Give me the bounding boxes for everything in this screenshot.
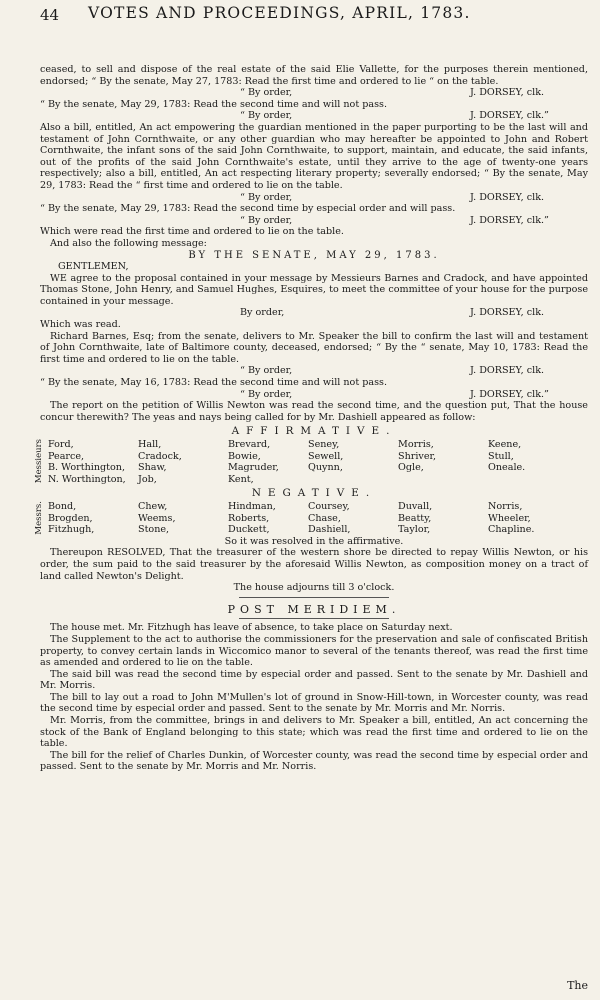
vote-name xyxy=(488,474,578,486)
vote-name: Shaw, xyxy=(138,462,167,474)
page-title: VOTES AND PROCEEDINGS, APRIL, 1783. xyxy=(88,4,471,22)
vote-name: Shriver, xyxy=(398,450,437,462)
vote-name: Quynn, xyxy=(308,462,343,474)
paragraph: And also the following message: xyxy=(50,237,207,249)
vote-name: Bond, xyxy=(48,500,77,512)
vote-name: Seney, xyxy=(308,439,340,450)
vote-name: Oneale. xyxy=(488,462,526,474)
signature-line: “ By order, J. DORSEY, clk. xyxy=(240,365,545,377)
vote-name: Brevard, xyxy=(228,439,271,450)
paragraph: The bill to lay out a road to John M'Mullen's lot of ground in Snow-Hill-town, in Worcester county, was read the second time by especial order and passed. Sent to the senate by Mr. Morris and Mr. Norris. xyxy=(40,691,588,715)
paragraph: “ By the senate, May 29, 1783: Read the second time by especial order and will pass. xyxy=(40,203,456,215)
signature-line: “ By order, J. DORSEY, clk.” xyxy=(240,214,549,226)
paragraph: The bill for the relief of Charles Dunkin, of Worcester county, was read the second time by especial order and passed. Sent to the senate by Mr. Morris and Mr. Norris. xyxy=(40,749,588,773)
vote-name: Chew, xyxy=(138,500,168,512)
paragraph: The report on the petition of Willis Newton was read the second time, and the question put, That the house concur therewith? The yeas and nays being called for by Mr. Dashiell appeared as follow: xyxy=(40,400,588,423)
vote-name: Norris, xyxy=(488,500,523,512)
vote-name: Duckett, xyxy=(228,524,270,536)
paragraph: WE agree to the proposal contained in your message by Messieurs Barnes and Cradock, and have appointed Thomas Stone, John Henry, and Samuel Hughes, Esquires, to meet the committee of your house for the purpose contained in your message. xyxy=(40,272,588,307)
vote-name: Keene, xyxy=(488,439,522,450)
vote-name: Stull, xyxy=(488,450,514,462)
vote-name: Hall, xyxy=(138,439,162,450)
vote-name: Chase, xyxy=(308,512,341,524)
paragraph: “ By the senate, May 16, 1783: Read the second time and will not pass. xyxy=(40,377,387,389)
negative-list xyxy=(34,500,588,536)
divider xyxy=(239,597,389,598)
vote-name: Fitzhugh, xyxy=(48,524,95,536)
vote-name: Duvall, xyxy=(398,500,433,512)
vote-name: Magruder, xyxy=(228,462,279,474)
vote-name: Job, xyxy=(138,473,157,485)
vote-name: Ford, xyxy=(48,439,74,450)
vote-name: Coursey, xyxy=(308,500,350,512)
page-body xyxy=(34,64,588,773)
paragraph: Richard Barnes, Esq; from the senate, delivers to Mr. Speaker the bill to confirm the last will and testament of John Cornthwaite, late of Baltimore county, deceased, endorsed; “ By the “ senate, May 10, 1783: Read the first time and ordered to lie on the table. xyxy=(40,330,588,365)
signature-line: By order, J. DORSEY, clk. xyxy=(240,307,545,319)
signature-line: “ By order, J. DORSEY, clk. xyxy=(240,87,545,99)
affirmative-list xyxy=(34,439,588,485)
paragraph: Which was read. xyxy=(40,319,121,331)
divider xyxy=(239,618,389,619)
paragraph: Which were read the first time and ordered to lie on the table. xyxy=(40,226,344,238)
negative-heading: NEGATIVE. xyxy=(251,487,377,500)
vote-name xyxy=(398,474,488,486)
side-label: Messrs. xyxy=(34,500,44,535)
vote-name: Pearce, xyxy=(48,450,85,462)
post-meridiem-heading: POST MERIDIEM. xyxy=(227,602,401,616)
paragraph: So it was resolved in the affirmative. xyxy=(224,535,404,547)
vote-name: Roberts, xyxy=(228,512,270,524)
vote-name: N. Worthington, xyxy=(48,473,126,485)
vote-name: Taylor, xyxy=(398,524,431,536)
vote-name: Wheeler, xyxy=(488,512,531,524)
side-label: Messieurs xyxy=(34,439,44,484)
paragraph: The Supplement to the act to authorise the commissioners for the preservation and sale of confiscated British property, to convey certain lands in Wiccomico manor to several of the tenants thereof, was read the first time as amended and ordered to lie on the table. xyxy=(40,633,588,669)
paragraph: The house met. Mr. Fitzhugh has leave of absence, to take place on Saturday next. xyxy=(50,622,453,634)
vote-name: Dashiell, xyxy=(308,524,351,536)
signature-line: “ By order, J. DORSEY, clk.” xyxy=(240,388,549,400)
catchword: The xyxy=(567,979,588,992)
paragraph: Also a bill, entitled, An act empowering the guardian mentioned in the paper purporting to be the last will and testament of John Cornthwaite, or any other guardian who may hereafter be appointed to John and Robert Cornthwaite, the infant sons of the said John Cornthwaite, to support, maintain, and educate, the said infants, out of the profits of the said John Cornthwaite's estate, until they arrive to the age of twenty-one years respectively; also a bill, entitled, An act respecting literary property; severally endorsed; “ By the senate, May 29, 1783: Read the “ first time and ordered to lie on the table. xyxy=(40,121,588,191)
vote-name: Weems, xyxy=(138,512,176,524)
paragraph: “ By the senate, May 29, 1783: Read the second time and will not pass. xyxy=(40,98,387,110)
paragraph: Mr. Morris, from the committee, brings in and delivers to Mr. Speaker a bill, entitled, An act concerning the stock of the Bank of England belonging to this state; which was read the first time and ordered to lie on the table. xyxy=(40,715,588,750)
page-number: 44 xyxy=(40,6,60,24)
vote-name: Brogden, xyxy=(48,512,93,524)
salutation: GENTLEMEN, xyxy=(58,261,129,273)
vote-name: Chapline. xyxy=(488,524,535,536)
paragraph: Thereupon RESOLVED, That the treasurer of the western shore be directed to repay Willis Newton, or his order, the sum paid to the said treasurer by the aforesaid Willis Newton, as composition money on a tract of land called Newton's Delight. xyxy=(40,547,588,582)
vote-name xyxy=(308,474,398,486)
vote-name: Morris, xyxy=(398,439,434,450)
vote-name: Stone, xyxy=(138,524,170,536)
running-header xyxy=(40,6,586,30)
affirmative-heading: AFFIRMATIVE. xyxy=(231,425,397,438)
vote-name: Kent, xyxy=(228,473,254,485)
vote-name: Beatty, xyxy=(398,512,432,524)
vote-name: Ogle, xyxy=(398,462,424,474)
signature-line: “ By order, J. DORSEY, clk. xyxy=(240,191,545,203)
vote-name: B. Worthington, xyxy=(48,462,126,474)
vote-name: Bowie, xyxy=(228,450,261,462)
paragraph: The said bill was read the second time by especial order and passed. Sent to the senate by Mr. Dashiell and Mr. Morris. xyxy=(40,668,588,692)
vote-name: Sewell, xyxy=(308,450,344,462)
paragraph: ceased, to sell and dispose of the real estate of the said Elie Vallette, for the purposes therein mentioned, endorsed; “ By the senate, May 27, 1783: Read the first time and ordered to lie “ on the table. xyxy=(40,64,588,87)
vote-name: Cradock, xyxy=(138,450,182,462)
paragraph: The house adjourns till 3 o'clock. xyxy=(233,582,395,594)
signature-line: “ By order, J. DORSEY, clk.” xyxy=(240,110,549,122)
senate-heading: BY THE SENATE, MAY 29, 1783. xyxy=(188,249,440,261)
vote-name: Hindman, xyxy=(228,500,276,512)
